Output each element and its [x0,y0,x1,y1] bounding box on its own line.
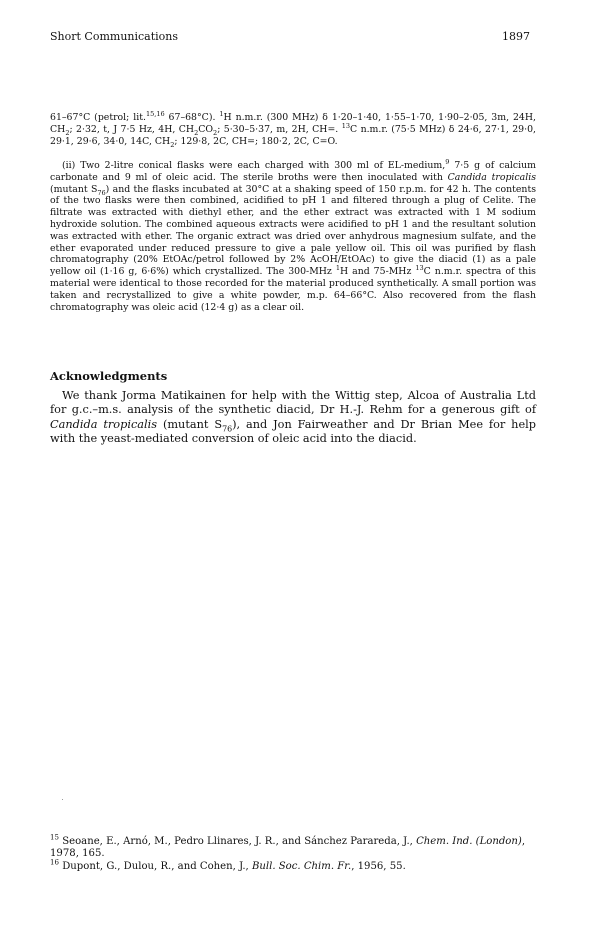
text-run: ) and the flasks incubated at 30°C at a shaking speed of 150 r.p.m. for 42 h. The contents of the two flasks were then combined, acidified to pH 1 and filtered through a plug of Celite. The filtrate was extracted with diethyl ether, and the ether extract was extracted with 1 M sodium hydroxide solution. The combined aqueous extracts were acidified to pH 1 and the resultant solution was extracted with ether. The organic extract was dried over anhydrous magnesium sulfate, and the ether evaporated under reduced pressure to give a pale yellow oil. This oil was purified by flash chromatography (20% EtOAc/petrol followed by 2% AcOH/EtOAc) to give the diacid (1) as a pale yellow oil (1·16 g, 6·6%) which crystallized. The 300-MHz [50,183,537,278]
journal-name: Chem. Ind. (London) [416,836,522,847]
text-run: We thank Jorma Matikainen for help with the Wittig step, Alcoa of Australia Ltd for g.c.–m.s. analysis of the synthetic diacid, Dr H.-J. Rehm for a generous gift of [50,389,536,417]
text-run: , 1956, 55. [351,860,406,872]
species-name: Candida tropicalis [50,417,158,431]
text-run: H and 75-MHz [339,266,416,278]
footnote-15 [50,832,536,861]
footnote-number: 15 [50,832,59,842]
subscript: 76 [97,188,106,197]
species-name: Candida tropicalis [447,171,536,183]
text-run: (mutant S [50,183,98,195]
text-run: 61–67°C (petrol; lit. [50,112,146,123]
running-header-title: Short Communications [50,30,179,43]
running-header [50,30,530,43]
subscript: 2 [194,128,199,137]
citation-ref: 15,16 [145,109,165,118]
text-run: Dupont, G., Dulou, R., and Cohen, J., [59,860,252,872]
text-run: ; 129·8, 2C, CH=; 180·2, 2C, C=O. [174,135,338,147]
text-run: C n.m.r. spectra of this material were identical to those recorded for the material produced synthetically. A small portion was taken and recrystallized to give a white powder, m.p. 64–66°C. Also recovered from the flash chromatography was oleic acid (12·4 g) as a clear oil. [50,266,536,313]
journal-name: Bull. Soc. Chim. Fr. [251,860,352,872]
page-number: 1897 [502,30,530,43]
acknowledgments-heading: Acknowledgments [50,369,168,383]
text-run: ; 5·30–5·37, m, 2H, CH=. [217,123,342,135]
isotope-superscript: 13 [341,121,350,130]
nmr-data-paragraph [50,109,536,149]
text-run: , 1978, 165. [50,836,526,860]
isotope-superscript: 13 [415,264,424,273]
text-run: CO [198,123,214,135]
scan-speck [62,799,63,800]
text-run: 7·5 g of calcium carbonate and 9 ml of oleic acid. The sterile broths were then inoculated with [50,160,537,183]
text-run: 67–68°C). [164,112,220,123]
acknowledgments-text [50,389,536,447]
isotope-superscript: 1 [219,109,224,118]
text-run: ; 2·32, t, J 7·5 Hz, 4H, CH [69,123,195,135]
method-paragraph [50,157,537,313]
text-run: (mutant S [157,417,223,431]
citation-ref: 9 [445,157,450,166]
footnotes [50,832,536,873]
isotope-superscript: 1 [335,264,340,273]
text-run: (ii) Two 2-litre conical flasks were each charged with 300 ml of EL-medium, [62,160,446,171]
text-run: Seoane, E., Arnó, M., Pedro Llinares, J. R., and Sánchez Parareda, J., [59,836,417,847]
text-run: H n.m.r. (300 MHz) δ 1·20–1·40, 1·55–1·70, 1·90–2·05, 3m, 24H, CH [50,112,536,135]
subscript: 76 [222,424,233,434]
text-run: ), and Jon Fairweather and Dr Brian Mee for help with the yeast-mediated conversion of oleic acid into the diacid. [50,417,536,446]
subscript: 2 [170,140,175,149]
footnote-16 [50,857,536,873]
subscript: 2 [65,128,70,137]
subscript: 2 [213,128,218,137]
footnote-number: 16 [50,857,59,867]
text-run: C n.m.r. (75·5 MHz) δ 24·6, 27·1, 29·0, 29·1, 29·6, 34·0, 14C, CH [50,123,536,147]
